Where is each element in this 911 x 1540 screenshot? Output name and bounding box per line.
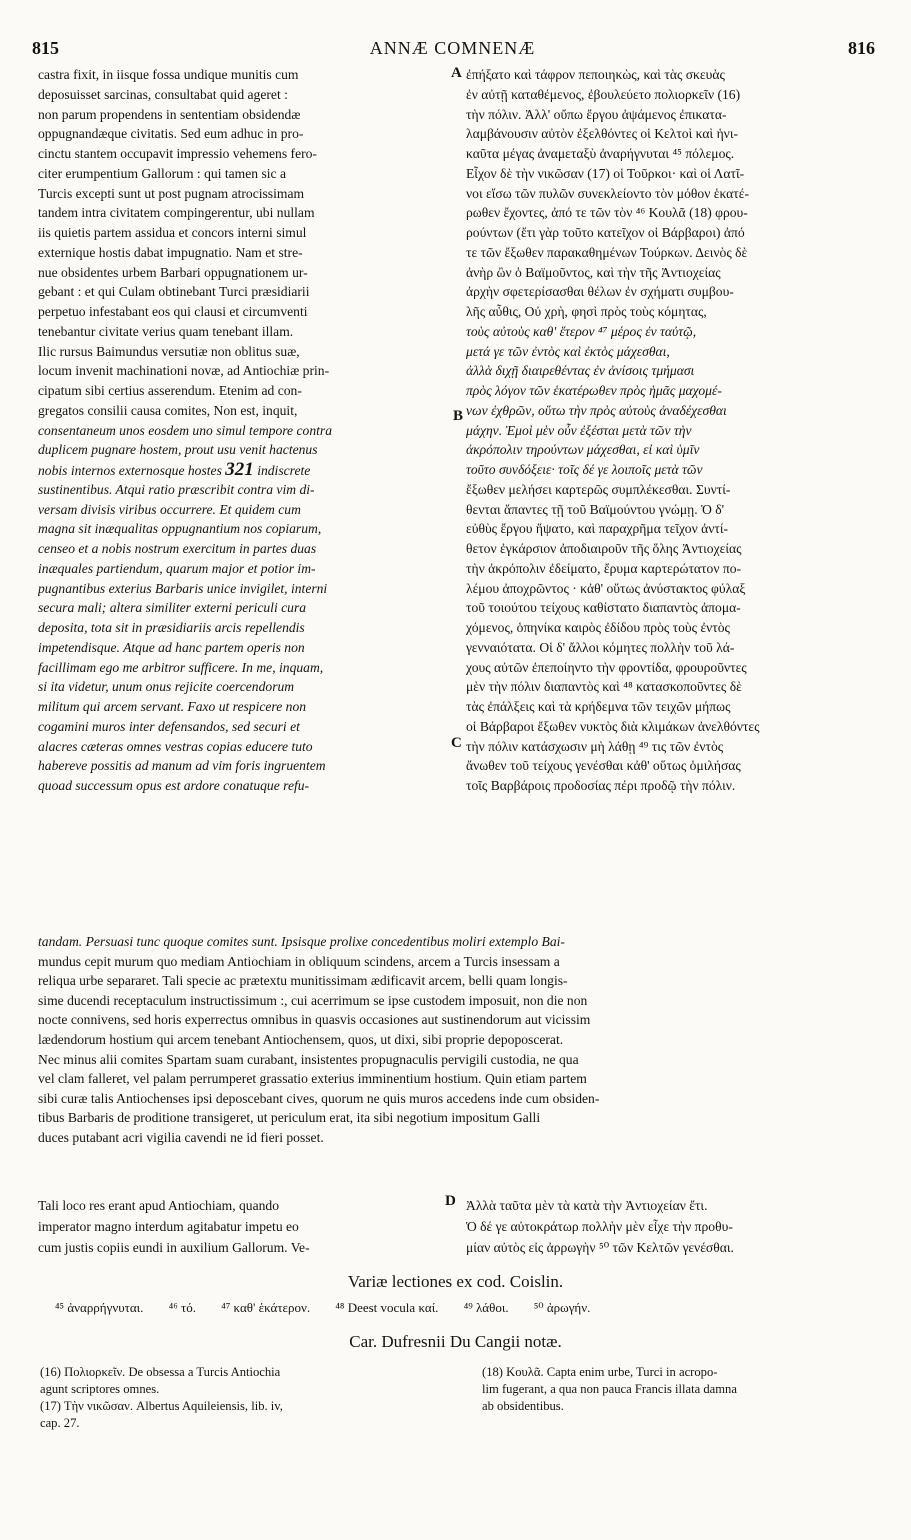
text-line: χόμενος, ὁπηνίκα καιρὸς ἐδίδου πρὸς τοὺς ἐντὸς — [466, 620, 730, 635]
note-line: lim fugerant, a qua non pauca Francis illata damna — [482, 1382, 737, 1396]
text-line: λῆς αὖθις, Οὐ χρὴ, φησὶ πρὸς τοὺς κόμητας, — [466, 304, 707, 319]
text-line: εὐθὺς ἔργου ἥψατο, καὶ παραχρῆμα τεῖχον ἀντί- — [466, 521, 729, 537]
text-line: γενναιότατα. Οἱ δ' ἄλλοι κόμητες πολλὴν τοῦ λά- — [466, 639, 735, 655]
text-fragment: indiscrete — [257, 463, 311, 478]
text-line: νοι εἴσω τῶν πυλῶν συνεκλείοντο τὸν μόθον ἑκατέ- — [466, 185, 749, 201]
text-line: ρούντων (ἔτι γὰρ τοῦτο κατεῖχον οἱ Βάρβαροι) ἀπό — [466, 225, 745, 240]
text-line: mundus cepit murum quo mediam Antiochiam in obliquum scindens, arcem a Turcis insessam a — [38, 953, 560, 969]
text-line: χους αὐτῶν ἐπεποίηντο τὴν φροντίδα, φρουροῦντες — [466, 659, 747, 675]
text-line: cogamini muros inter defensandos, sed securi et — [38, 718, 300, 734]
text-line: οἱ Βάρβαροι ἔξωθεν νυκτὸς διὰ κλιμάκων ἀνελθόντες — [466, 718, 760, 734]
note-line: (17) Τὴν νικῶσαν. Albertus Aquileiensis, lib. iv, — [40, 1399, 283, 1413]
text-line: locum invenit machinationi novæ, ad Antiochiæ prin- — [38, 363, 330, 379]
text-line: inæquales partiendum, quarum major et potior im- — [38, 560, 316, 576]
text-line: gregatos consilii causa comites, Non est, inquit, — [38, 402, 298, 418]
text-line: cipatum sibi certius asserendum. Etenim ad con- — [38, 383, 302, 398]
text-line: nocte connivens, sed horis experrectus omnibus in quasvis occasiones aut sustinendorum aut vicissim — [38, 1012, 591, 1028]
text-line: cum justis copiis eundi in auxilium Gallorum. Ve- — [38, 1240, 310, 1255]
latin-column — [38, 65, 448, 796]
text-line: alacres cæteras omnes vestras copias educere tuto — [38, 738, 313, 754]
text-line: ἀκρόπολιν τηρούντων μάχεσθαι, εἰ καὶ ὑμῖν — [466, 442, 700, 458]
variae-lectiones-heading: Variæ lectiones ex cod. Coislin. — [347, 1272, 564, 1291]
text-line: duces putabant acri vigilia cavendi ne id fieri posset. — [38, 1129, 324, 1145]
variant-item: ⁴⁹ λάθοι. — [463, 1300, 509, 1315]
page-number-left: 815 — [32, 38, 59, 58]
text-line: πρὸς λόγον τῶν ἑκατέρωθεν πρὸς ἡμᾶς μαχομέ- — [466, 383, 722, 398]
text-line: sime ducendi receptaculum instructissimum :, cui acerrimum se ipse custodem imposuit, non die non — [38, 992, 588, 1008]
text-line: quoad successum opus est ardore conatuque refu- — [38, 778, 310, 793]
text-line: tandem intra civitatem compingerentur, ubi nullam — [38, 205, 315, 221]
page-number-right: 816 — [848, 38, 875, 58]
text-line: magna sit inæqualitas oppugnantium nos copiarum, — [38, 521, 322, 537]
marker-c: C — [451, 735, 462, 751]
marker-b: B — [453, 408, 464, 424]
note-line: cap. 27. — [40, 1416, 80, 1430]
text-line: τὰς ἐπάλξεις καὶ τὰ κρήδεμνα τῶν τειχῶν μήπως — [466, 699, 731, 714]
text-line: θετον ἐγκάρσιον ἀποδιαιροῦν τῆς ὅλης Ἀντιοχείας — [466, 541, 742, 556]
text-line: μίαν αὐτὸς εἰς ἀρρωγὴν ⁵⁰ τῶν Κελτῶν γενέσθαι. — [466, 1240, 734, 1255]
text-line: Εἶχον δὲ τὴν νικῶσαν (17) οἱ Τοῦρκοι· καὶ οἱ Λατῖ- — [466, 165, 745, 181]
text-fragment: nobis internos externosque hostes — [38, 463, 222, 478]
text-line: cinctu stantem occupavit impressio vehemens fero- — [38, 146, 317, 161]
marker-a: A — [451, 65, 462, 81]
text-line: λέμου ἀποχρῶντος · κἀθ' οὕτως ἀνύστακτος φύλαξ — [466, 580, 746, 596]
text-line: imperator magno interdum agitabatur impetu eo — [38, 1219, 299, 1234]
text-line-with-number — [38, 460, 448, 480]
text-line: non parum propendens in sententiam obsidendæ — [38, 106, 301, 122]
text-line — [38, 932, 880, 952]
text-line: tenebantur civitate verius quam tenebant illam. — [38, 323, 294, 339]
text-line: secura mali; altera similiter externi periculi cura — [38, 600, 307, 616]
text-line: externique hostis dabat impugnatio. Nam et stre- — [38, 244, 303, 260]
text-line: consentaneum unos eosdem uno simul tempore contra — [38, 422, 332, 438]
text-line: citer erumpentium Gallorum : qui tamen sic a — [38, 165, 287, 181]
text-line: habereve possitis ad manum ad vim foris ingruentem — [38, 758, 326, 774]
text-line: τε τῶν ἔξωθεν παρακαθημένων Τούρκων. Δεινὸς δὲ — [466, 244, 748, 260]
greek-section-d — [466, 1195, 878, 1258]
text-line: oppugnandæque civitatis. Sed eum adhuc in pro- — [38, 126, 304, 142]
text-line: iis quietis partem assidua et concors interni simul — [38, 225, 307, 240]
text-line: τὴν ἀκρόπολιν ἐδείματο, ἔρυμα καρτερώτατον πο- — [466, 560, 742, 576]
note-line: ab obsidentibus. — [482, 1399, 564, 1413]
text-line: impetendisque. Atque ad hanc partem operis non — [38, 639, 305, 655]
page-header — [30, 38, 875, 64]
text-line: Turcis excepti sunt ut post pugnam atrocissimam — [38, 185, 305, 201]
text-line: militum qui arcem servant. Faxo ut respicere non — [38, 699, 307, 714]
text-line: censeo et a nobis nostrum exercitum in partes duas — [38, 541, 317, 556]
text-line: μὲν τὴν πόλιν διαπαντὸς καὶ ⁴⁸ κατασκοποῦντες δὲ — [466, 679, 742, 695]
text-line: reliqua urbe separaret. Tali specie ac prætextu munitissimam ædificavit arcem, belli quam longis- — [38, 973, 568, 989]
text-line: pugnantibus exterius Barbaris unice invigilet, interni — [38, 580, 328, 596]
text-line: Ilic rursus Baimundus versutiæ non oblitus suæ, — [38, 343, 300, 359]
greek-column — [466, 65, 878, 796]
text-line: sibi curæ talis Antiochenses ipsi deposcebant cives, quorum ne quis muros accedens inde cum obsiden- — [38, 1090, 600, 1106]
text-line: θενται ἅπαντες τῇ τοῦ Βαϊμούντου γνώμῃ. Ὁ δ' — [466, 501, 725, 517]
text-line: τὴν πόλιν κατάσχωσιν μὴ λάθῃ ⁴⁹ τις τῶν ἐντὸς — [466, 738, 724, 754]
variant-readings — [55, 1300, 885, 1316]
note-line: agunt scriptores omnes. — [40, 1382, 160, 1396]
text-line: facillimam ego me arbitror sufficere. In me, inquam, — [38, 659, 324, 675]
text-line: castra fixit, in iisque fossa undique munitis cum — [38, 67, 299, 82]
latin-section-d — [38, 1195, 448, 1258]
variant-item: ⁴⁶ τό. — [168, 1300, 196, 1315]
marker-d: D — [445, 1193, 456, 1209]
full-width-paragraph — [38, 932, 880, 1148]
text-line: duplicem pugnare hostem, prout usu venit hactenus — [38, 442, 318, 458]
text-line: tandam. Persuasi tunc quoque comites sunt. Ipsisque prolixe concedentibus moliri extemplo Bai- — [38, 934, 565, 949]
text-line: τοῦ τοιούτου τείχους καθίστατο διαπαντὸς ἀπομα- — [466, 600, 741, 616]
text-line: nue obsidentes urbem Barbari oppugnationem ur- — [38, 264, 308, 280]
text-line: τοῦτο συνδόξειε· τοῖς δέ γε λοιποῖς μετὰ τῶν — [466, 462, 703, 477]
variant-item: ⁴⁷ καθ' ἑκάτερον. — [221, 1300, 311, 1315]
text-line: tibus Barbaris de proditione transigeret, ut periculum erat, ita sibi negotium impositum Galli — [38, 1110, 541, 1126]
note-line: (18) Κουλᾶ. Capta enim urbe, Turci in acropo- — [482, 1365, 718, 1379]
text-line: τὴν πόλιν. Ἀλλ' οὔπω ἔργου ἁψάμενος ἐπικατα- — [466, 106, 727, 122]
text-line: λαμβάνουσιν αὐτὸν ἐξελθόντες οἱ Κελτοὶ καὶ ἡνι- — [466, 126, 739, 142]
variant-item: ⁵⁰ ἀρωγήν. — [533, 1300, 591, 1315]
text-line: ἀλλὰ διχῇ διαιρεθέντας ἐν ἀνίσοις τμήμασι — [466, 363, 695, 379]
text-line: τοῖς Βαρβάροις προδοσίας πέρι προδῷ τὴν πόλιν. — [466, 778, 736, 793]
text-line: deposita, tota sit in præsidiariis arcis repellendis — [38, 620, 305, 635]
text-line: νων ἐχθρῶν, οὕτω τὴν πρὸς αὐτοὺς ἀναδέχεσθαι — [466, 402, 727, 418]
text-line: Ὁ δέ γε αὐτοκράτωρ πολλὴν μὲν εἶχε τὴν προθυ- — [466, 1219, 733, 1234]
text-line: Ἀλλὰ ταῦτα μὲν τὰ κατὰ τὴν Ἀντιοχείαν ἔτι. — [466, 1198, 708, 1213]
text-line: μάχην. Ἐμοὶ μὲν οὖν ἐξέσται μετὰ τῶν τὴν — [466, 422, 692, 438]
note-line: (16) Πολιορκεῖν. De obsessa a Turcis Antiochia — [40, 1365, 281, 1379]
text-line: gebant : et qui Culam obtinebant Turci præsidiarii — [38, 284, 310, 300]
notes-right-column — [482, 1364, 877, 1415]
text-line: lædendorum hostium qui arcem tenebant Antiochensem, quos, ut dixi, sibi proprie depoposcerat. — [38, 1031, 564, 1047]
text-line: μετά γε τῶν ἐντὸς καὶ ἐκτὸς μάχεσθαι, — [466, 343, 670, 359]
text-line: si ita videtur, unum onus rejicite coercendorum — [38, 679, 295, 695]
notes-heading: Car. Dufresnii Du Cangii notæ. — [349, 1332, 562, 1351]
text-line: ρωθεν ἔχοντες, ἀπό τε τῶν τὸν ⁴⁶ Κουλᾶ (18) φρου- — [466, 205, 748, 221]
text-line: vel clam falleret, vel palam perrumperet grassatio exterius imminentium hostium. Quin etiam partem — [38, 1071, 587, 1087]
text-line: ἀνὴρ ὢν ὁ Βαϊμοῦντος, καὶ τὴν τῆς Ἀντιοχείας — [466, 264, 721, 280]
text-line: ἐπήξατο καὶ τάφρον πεποιηκὼς, καὶ τὰς σκευὰς — [466, 67, 725, 82]
text-line: τοὺς αὐτοὺς καθ' ἕτερον ⁴⁷ μέρος ἐν ταὐτῷ, — [466, 323, 697, 339]
text-line: ἄνωθεν τοῦ τείχους γενέσθαι κἀθ' οὕτως ὁμιλήσας — [466, 758, 741, 774]
text-line: Nec minus alii comites Spartam suam curabant, insistentes propugnaculis pervigili custodia, ne qua — [38, 1051, 579, 1067]
text-line: Tali loco res erant apud Antiochiam, quando — [38, 1198, 280, 1213]
text-line: καῦτα μέγας ἀναμεταξὺ ἀναρήγνυται ⁴⁵ πόλεμος. — [466, 146, 735, 161]
text-line: ἔξωθεν μελήσει καρτερῶς συμπλέκεσθαι. Συντί- — [466, 481, 731, 497]
column-number: 321 — [225, 460, 254, 480]
notes-left-column — [40, 1364, 465, 1432]
running-title: ANNÆ COMNENÆ — [369, 38, 536, 58]
text-line: ἐν αὐτῇ καταθέμενος, ἐβουλεύετο πολιορκεῖν (16) — [466, 86, 741, 102]
text-line: deposuisset sarcinas, consultabat quid ageret : — [38, 86, 288, 102]
variant-item: ⁴⁵ ἀναρρήγνυται. — [55, 1300, 144, 1315]
text-line: versam divisis viribus occurrere. Et quidem cum — [38, 501, 301, 517]
text-line: perpetuo infestabant eos qui clausi et circumventi — [38, 304, 308, 319]
variant-item: ⁴⁸ Deest vocula καί. — [335, 1300, 439, 1315]
text-line: ἀρχὴν σφετερίσασθαι θέλων ἐν σχήματι συμβου- — [466, 284, 734, 300]
text-line: sustinentibus. Atqui ratio præscribit contra vim di- — [38, 481, 315, 497]
